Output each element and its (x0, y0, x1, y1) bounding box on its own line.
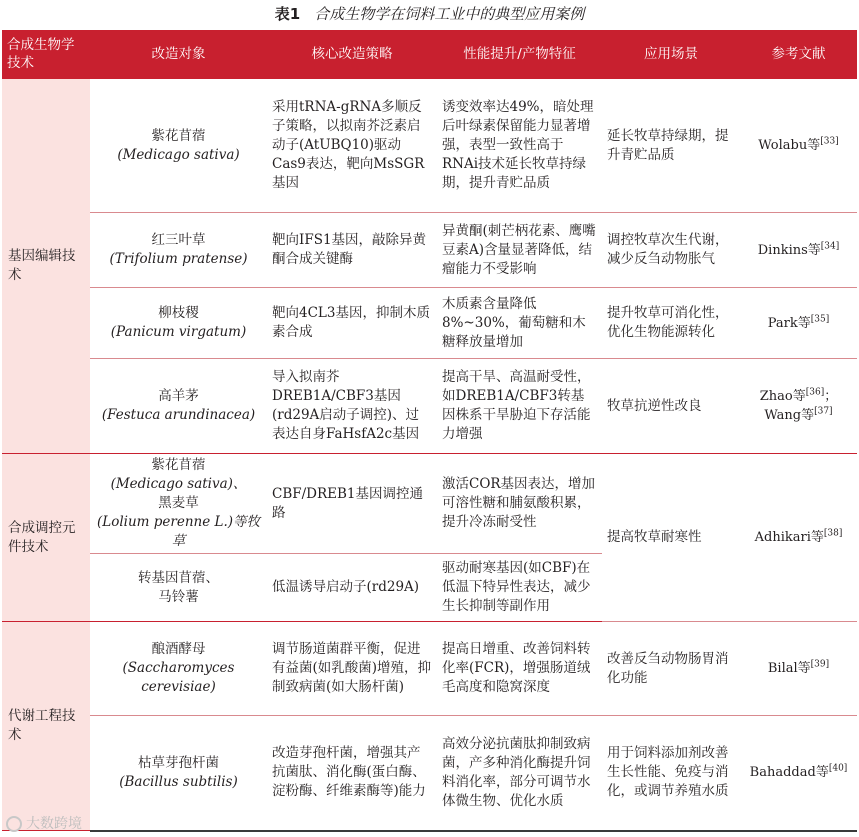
reference-cell: Zhao等[36]； Wang等[37] (740, 359, 857, 454)
performance-cell: 提高干旱、高温耐受性，如DREB1A/CBF3转基因株系干旱胁迫下存活能力增强 (437, 359, 602, 454)
scenario-cell: 提升牧草可消化性，优化生物能源转化 (602, 288, 740, 359)
performance-cell: 驱动耐寒基因(如CBF)在低温下特异性表达，减少生长抑制等副作用 (437, 554, 602, 622)
group-metabolic-engineering: 代谢工程技术 (2, 622, 90, 831)
target-cell: 柳枝稷 (Panicum virgatum) (90, 288, 267, 359)
strategy-cell: 靶向IFS1基因，敲除异黄酮合成关键酶 (267, 213, 437, 288)
performance-cell: 诱变效率达49%，暗处理后叶绿素保留能力显著增强，表型一致性高于RNAi技术延长牧草持绿期，提升青贮品质 (437, 79, 602, 213)
performance-cell: 提高日增重、改善饲料转化率(FCR)，增强肠道绒毛高度和隐窝深度 (437, 622, 602, 716)
target-cell: 紫花苜蓿 (Medicago sativa) (90, 79, 267, 213)
target-cell: 枯草芽孢杆菌 (Bacillus subtilis) (90, 716, 267, 831)
strategy-cell: 低温诱导启动子(rd29A) (267, 554, 437, 622)
reference-cell: Dinkins等[34] (740, 213, 857, 288)
header-target: 改造对象 (90, 30, 267, 79)
performance-cell: 异黄酮(刺芒柄花素、鹰嘴豆素A)含量显著降低，结瘤能力不受影响 (437, 213, 602, 288)
reference-cell: Park等[35] (740, 288, 857, 359)
strategy-cell: 采用tRNA-gRNA多顺反子策略，以拟南芥泛素启动子(AtUBQ10)驱动Cas9表达，靶向MsSGR基因 (267, 79, 437, 213)
reference-cell: Wolabu等[33] (740, 79, 857, 213)
header-performance: 性能提升/产物特征 (437, 30, 602, 79)
applications-table (2, 30, 857, 832)
header-reference: 参考文献 (740, 30, 857, 79)
target-cell: 转基因苜蓿、 马铃薯 (90, 554, 267, 622)
table-number: 表1 (274, 5, 301, 23)
reference-cell: Bahaddad等[40] (740, 716, 857, 831)
header-strategy: 核心改造策略 (267, 30, 437, 79)
scenario-cell: 改善反刍动物肠胃消化功能 (602, 622, 740, 716)
scenario-cell: 牧草抗逆性改良 (602, 359, 740, 454)
scenario-cell: 调控牧草次生代谢，减少反刍动物胀气 (602, 213, 740, 288)
header-row (2, 30, 857, 79)
watermark: 大数跨境 (6, 813, 82, 833)
strategy-cell: 调节肠道菌群平衡，促进有益菌(如乳酸菌)增殖，抑制致病菌(如大肠杆菌) (267, 622, 437, 716)
table-row (2, 288, 857, 359)
performance-cell: 激活COR基因表达，增加可溶性糖和脯氨酸积累，提升冷冻耐受性 (437, 454, 602, 554)
table-row (2, 79, 857, 213)
table-row (2, 622, 857, 716)
target-cell: 酿酒酵母 (Saccharomyces cerevisiae) (90, 622, 267, 716)
strategy-cell: 改造芽孢杆菌，增强其产抗菌肽、消化酶(蛋白酶、淀粉酶、纤维素酶等)能力 (267, 716, 437, 831)
strategy-cell: 导入拟南芥DREB1A/CBF3基因(rd29A启动子调控)、过表达自身FaHsfA2c基因 (267, 359, 437, 454)
strategy-cell: 靶向4CL3基因，抑制木质素合成 (267, 288, 437, 359)
table-row (2, 716, 857, 831)
table-caption (0, 0, 859, 30)
scenario-cell: 用于饲料添加剂改善生长性能、免疫与消化，或调节养殖水质 (602, 716, 740, 831)
watermark-logo-icon (6, 816, 22, 832)
table-title: 合成生物学在饲料工业中的典型应用案例 (314, 5, 585, 23)
header-technology: 合成生物学技术 (2, 30, 90, 79)
scenario-cell: 延长牧草持绿期，提升青贮品质 (602, 79, 740, 213)
table-row (2, 359, 857, 454)
group-gene-editing: 基因编辑技术 (2, 79, 90, 454)
strategy-cell: CBF/DREB1基因调控通路 (267, 454, 437, 554)
group-synthetic-regulatory: 合成调控元件技术 (2, 454, 90, 622)
target-cell: 高羊茅 (Festuca arundinacea) (90, 359, 267, 454)
performance-cell: 高效分泌抗菌肽抑制致病菌，产多种消化酶提升饲料消化率，部分可调节水体微生物、优化水质 (437, 716, 602, 831)
scenario-cell: 提高牧草耐寒性 (602, 454, 740, 622)
table-row (2, 454, 857, 554)
reference-cell: Adhikari等[38] (740, 454, 857, 622)
reference-cell: Bilal等[39] (740, 622, 857, 716)
header-scenario: 应用场景 (602, 30, 740, 79)
table-row (2, 213, 857, 288)
target-cell: 紫花苜蓿 (Medicago sativa)、 黑麦草 (Lolium perenne L.)等牧草 (90, 454, 267, 554)
performance-cell: 木质素含量降低8%~30%，葡萄糖和木糖释放量增加 (437, 288, 602, 359)
target-cell: 红三叶草 (Trifolium pratense) (90, 213, 267, 288)
